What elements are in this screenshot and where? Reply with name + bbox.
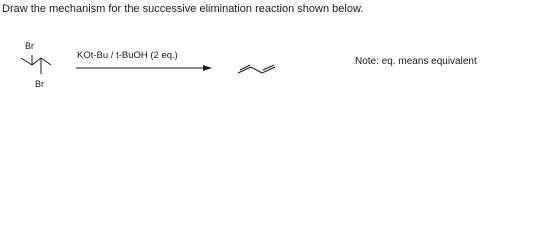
reactant-bond-c2-c3 — [32, 58, 41, 65]
reaction-arrow — [76, 50, 212, 71]
product-structure — [238, 65, 275, 73]
note-text: Note: eq. means equivalent — [355, 56, 477, 67]
reactant-structure — [21, 41, 51, 89]
reactant-br-top: Br — [25, 41, 34, 51]
reactant-bond-c1-c2 — [21, 58, 32, 65]
reagent-label: KOt-Bu / t-BuOH (2 eq.) — [77, 50, 178, 61]
product-double-bond-inner-2 — [263, 65, 274, 70]
arrow-head — [203, 65, 212, 71]
question-prompt: Draw the mechanism for the successive elimination reaction shown below. — [2, 3, 364, 15]
product-bond-c2-c3 — [251, 67, 262, 73]
reactant-bond-c3-c4 — [41, 58, 51, 65]
reactant-br-bottom: Br — [35, 79, 44, 89]
